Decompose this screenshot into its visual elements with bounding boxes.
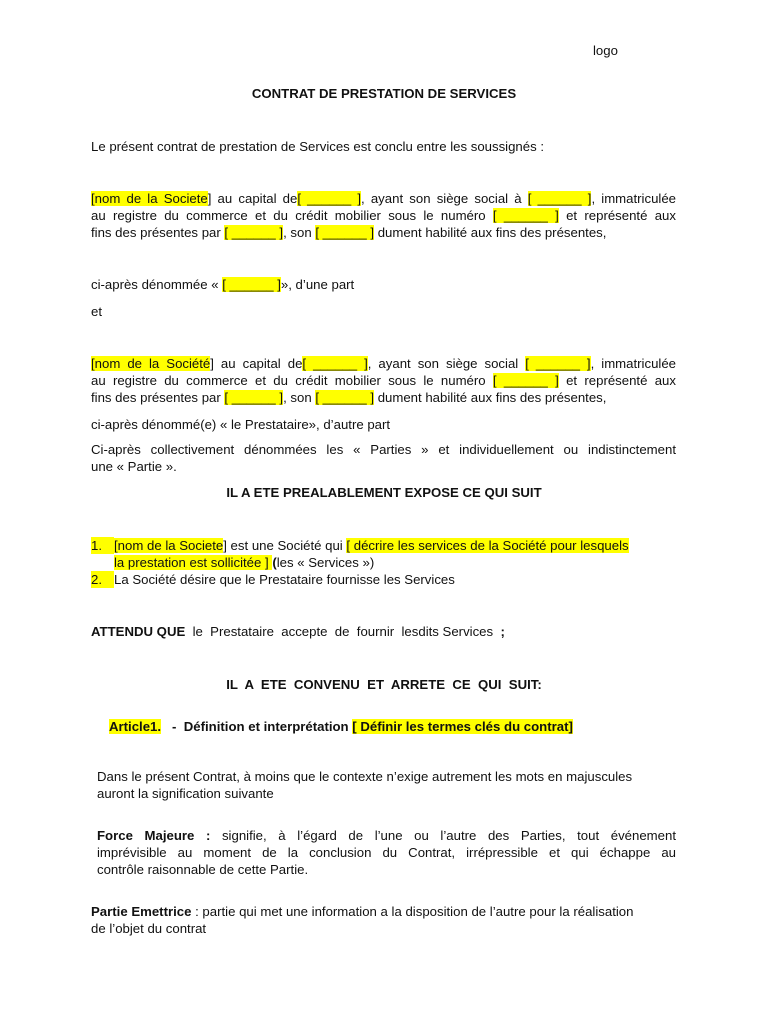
party1-name: [nom de la Societe bbox=[91, 191, 208, 206]
party1-line2: au registre du commerce et du crédit mobilier sous le numéro [ ______ ] et représenté aux bbox=[91, 208, 676, 223]
services-description-blank: [ décrire les services de la Société pour lesquels bbox=[346, 538, 629, 553]
et-connector: et bbox=[91, 304, 102, 319]
list-number: 1. bbox=[91, 537, 114, 554]
partie-emettrice-line1: Partie Emettrice : partie qui met une information a la disposition de l’autre pour la réalisation bbox=[91, 904, 634, 919]
party2-line3: fins des présentes par [ ______ ], son [ ______ ] dument habilité aux fins des présentes, bbox=[91, 390, 607, 405]
party2-rep-blank: [ ______ ] bbox=[224, 390, 284, 405]
party1-line3: fins des présentes par [ ______ ], son [ ______ ] dument habilité aux fins des présentes, bbox=[91, 225, 607, 240]
list-item-continuation: la prestation est sollicitée ] (les « Services ») bbox=[114, 555, 375, 570]
definitions-intro-line2: auront la signification suivante bbox=[97, 786, 274, 801]
document-title: CONTRAT DE PRESTATION DE SERVICES bbox=[251, 86, 517, 101]
partie-emettrice-line2: de l’objet du contrat bbox=[91, 921, 207, 936]
definitions-intro-line1: Dans le présent Contrat, à moins que le contexte n’exige autrement les mots en majuscules bbox=[97, 769, 633, 784]
list-item: 1. [nom de la Societe] est une Société qui [ décrire les services de la Société pour lesquels bbox=[91, 538, 629, 553]
party1-alias-blank: [ ______ ] bbox=[222, 277, 281, 292]
parties-definition-line2: une « Partie ». bbox=[91, 459, 177, 474]
party1-title-blank: [ ______ ] bbox=[315, 225, 375, 240]
list-number: 2. bbox=[91, 571, 114, 588]
party2-capital-blank: [ ______ ] bbox=[302, 356, 368, 371]
force-majeure-line1: Force Majeure : signifie, à l’égard de l’une ou l’autre des Parties, tout événement bbox=[97, 828, 676, 843]
logo-placeholder: logo bbox=[593, 43, 618, 58]
party1-line1: [nom de la Societe] au capital de[ ______ ], ayant son siège social à [ ______ ], immatriculée bbox=[91, 191, 677, 206]
article1-heading: Article1. - Définition et interprétation [ Définir les termes clés du contrat] bbox=[109, 719, 573, 734]
article1-label: Article1. bbox=[109, 719, 162, 734]
party2-siege-blank: [ ______ ] bbox=[525, 356, 591, 371]
intro-text: Le présent contrat de prestation de Services est conclu entre les soussignés : bbox=[91, 139, 545, 154]
attendu-que-clause: ATTENDU QUE le Prestataire accepte de fournir lesdits Services ; bbox=[91, 624, 505, 639]
heading-convenu: IL A ETE CONVENU ET ARRETE CE QUI SUIT: bbox=[226, 677, 542, 692]
party2-designation: ci-après dénommé(e) « le Prestataire», d’autre part bbox=[91, 417, 391, 432]
partie-emettrice-term: Partie Emettrice bbox=[91, 904, 192, 919]
party2-title-blank: [ ______ ] bbox=[315, 390, 375, 405]
force-majeure-line3: contrôle raisonnable de cette Partie. bbox=[97, 862, 309, 877]
party1-rc-blank: [ ______ ] bbox=[492, 208, 559, 223]
force-majeure-term: Force Majeure : bbox=[97, 828, 211, 843]
party2-rc-blank: [ ______ ] bbox=[492, 373, 559, 388]
party1-designation: ci-après dénommée « [ ______ ]», d’une part bbox=[91, 277, 355, 292]
party1-siege-blank: [ ______ ] bbox=[527, 191, 592, 206]
force-majeure-line2: imprévisible au moment de la conclusion du Contrat, irrépressible et qui échappe au bbox=[97, 845, 676, 860]
article1-instruction: [ Définir les termes clés du contrat] bbox=[352, 719, 573, 734]
party2-line1: [nom de la Société] au capital de[ ______ ], ayant son siège social [ ______ ], immatriculée bbox=[91, 356, 677, 371]
party1-capital-blank: [ ______ ] bbox=[297, 191, 362, 206]
heading-expose: IL A ETE PREALABLEMENT EXPOSE CE QUI SUIT bbox=[226, 485, 542, 500]
party1-rep-blank: [ ______ ] bbox=[224, 225, 284, 240]
party2-name: [nom de la Société bbox=[91, 356, 211, 371]
list-item: 2. La Société désire que le Prestataire fournisse les Services bbox=[91, 572, 455, 587]
party2-line2: au registre du commerce et du crédit mobilier sous le numéro [ ______ ] et représenté aux bbox=[91, 373, 676, 388]
parties-definition-line1: Ci-après collectivement dénommées les « Parties » et individuellement ou indistinctement bbox=[91, 442, 676, 457]
